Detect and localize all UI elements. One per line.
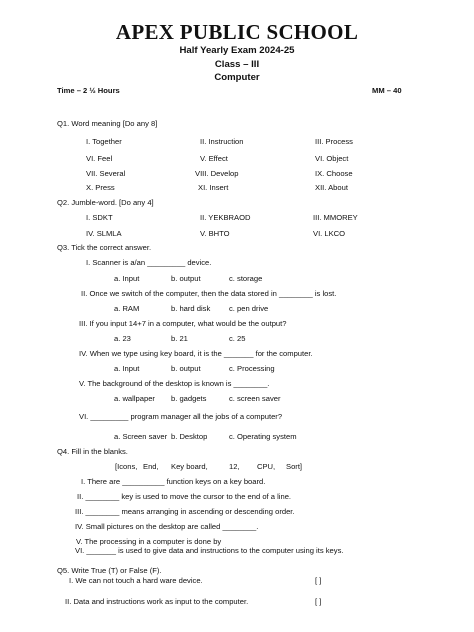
q4-line: I. There are __________ function keys on a key board. <box>81 477 266 486</box>
q5-title: Q5. Write True (T) or False (F). <box>57 566 162 575</box>
q3-option: c. screen saver <box>229 394 281 403</box>
q2-item: VI. LKCO <box>313 229 346 238</box>
q3-option: c. storage <box>229 274 263 283</box>
word-bank-item: Sort] <box>286 462 303 471</box>
q2-item: I. SDKT <box>86 213 113 222</box>
q4-line: II. ________ key is used to move the cursor to the end of a line. <box>77 492 292 501</box>
q1-title: Q1. Word meaning [Do any 8] <box>57 119 158 128</box>
answer-box[interactable]: [ ] <box>315 576 322 585</box>
q3-option: b. gadgets <box>171 394 207 403</box>
q3-option: a. 23 <box>114 334 131 343</box>
q2-item: II. YEKBRAOD <box>200 213 251 222</box>
word-bank-item: End, <box>143 462 159 471</box>
q5-statement: II. Data and instructions work as input to the computer. <box>65 597 249 606</box>
q4-line: V. The processing in a computer is done by <box>76 537 222 546</box>
time-label: Time – 2 ½ Hours <box>57 86 120 95</box>
q4-line: VI. _______ is used to give data and instructions to the computer using its keys. <box>75 546 344 555</box>
q2-item: III. MMOREY <box>313 213 358 222</box>
q1-item: X. Press <box>86 183 115 192</box>
q2-title: Q2. Jumble-word. [Do any 4] <box>57 198 154 207</box>
q1-item: VII. Several <box>86 169 126 178</box>
answer-box[interactable]: [ ] <box>315 597 322 606</box>
q3-option: c. Processing <box>229 364 275 373</box>
q1-item: V. Effect <box>200 154 228 163</box>
q3-question: V. The background of the desktop is known is ________. <box>79 379 270 388</box>
q3-question: IV. When we type using key board, it is the _______ for the computer. <box>79 349 313 358</box>
q3-question: III. If you input 14+7 in a computer, what would be the output? <box>79 319 287 328</box>
q3-option: a. Screen saver <box>114 432 168 441</box>
q3-title: Q3. Tick the correct answer. <box>57 243 152 252</box>
q1-item: IX. Choose <box>315 169 353 178</box>
q2-item: IV. SLMLA <box>86 229 122 238</box>
q3-option: a. wallpaper <box>114 394 155 403</box>
q1-item: I. Together <box>86 137 122 146</box>
school-name: APEX PUBLIC SCHOOL <box>115 20 359 44</box>
q3-option: b. 21 <box>171 334 188 343</box>
exam-title: Half Yearly Exam 2024-25 <box>179 45 295 56</box>
q3-option: c. Operating system <box>229 432 297 441</box>
max-marks: MM – 40 <box>372 86 402 95</box>
q1-item: VIII. Develop <box>195 169 239 178</box>
q1-item: II. Instruction <box>200 137 244 146</box>
q5-statement: I. We can not touch a hard ware device. <box>69 576 203 585</box>
q3-question: I. Scanner is a/an _________ device. <box>86 258 212 267</box>
subject-label: Computer <box>214 72 260 83</box>
q3-option: b. output <box>171 364 201 373</box>
q4-title: Q4. Fill in the blanks. <box>57 447 128 456</box>
q1-item: III. Process <box>315 137 353 146</box>
word-bank-item: Key board, <box>171 462 208 471</box>
word-bank-item: CPU, <box>257 462 276 471</box>
q4-line: IV. Small pictures on the desktop are called ________. <box>75 522 259 531</box>
q3-question: II. Once we switch of the computer, then the data stored in ________ is lost. <box>81 289 337 298</box>
q3-option: c. pen drive <box>229 304 269 313</box>
q1-item: XII. About <box>315 183 348 192</box>
q3-question: VI. _________ program manager all the jobs of a computer? <box>79 412 283 421</box>
q3-option: a. Input <box>114 274 140 283</box>
q4-line: III. ________ means arranging in ascending or descending order. <box>75 507 295 516</box>
q3-option: b. hard disk <box>171 304 211 313</box>
q3-option: a. RAM <box>114 304 140 313</box>
q3-option: a. Input <box>114 364 140 373</box>
q3-option: b. output <box>171 274 201 283</box>
q1-item: VI. Feel <box>86 154 113 163</box>
class-label: Class – III <box>214 59 260 70</box>
q2-item: V. BHTO <box>200 229 230 238</box>
q1-item: VI. Object <box>315 154 349 163</box>
q3-option: c. 25 <box>229 334 246 343</box>
q3-option: b. Desktop <box>171 432 208 441</box>
word-bank-item: [Icons, <box>115 462 138 471</box>
q1-item: XI. Insert <box>198 183 229 192</box>
word-bank-item: 12, <box>229 462 240 471</box>
